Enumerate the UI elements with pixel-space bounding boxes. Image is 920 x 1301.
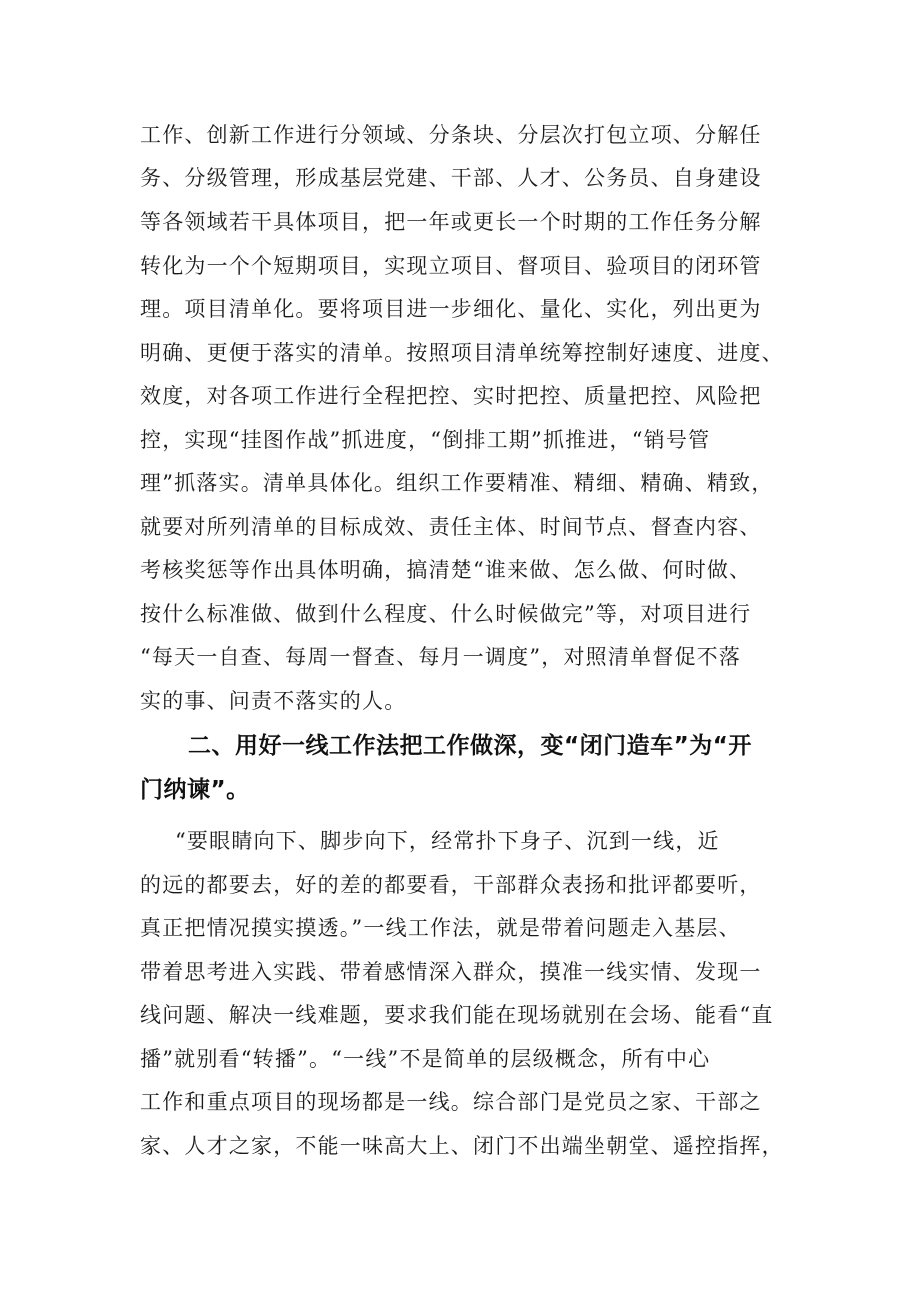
section-heading-line: 门纳谏”。 [140, 777, 250, 803]
paragraph2-line: 带着思考进入实践、带着感情深入群众，摸准一线实情、发现一 [140, 960, 762, 984]
paragraph1-line: 理。项目清单化。要将项目进一步细化、量化、实化，列出更为 [140, 297, 762, 321]
paragraph1-line: 就要对所列清单的目标成效、责任主体、时间节点、督查内容、 [140, 515, 762, 539]
paragraph1-line: 控，实现“挂图作战”抓进度，“倒排工期”抓推进，“销号管 [140, 428, 711, 452]
paragraph1-line: 考核奖惩等作出具体明确，搞清楚“谁来做、怎么做、何时做、 [140, 558, 752, 582]
section-heading-line: 二、用好一线工作法把工作做深，变“闭门造车”为“开 [188, 733, 752, 759]
paragraph1-line: 务、分级管理，形成基层党建、干部、人才、公务员、自身建设 [140, 166, 762, 190]
paragraph1-line: 等各领域若干具体项目，把一年或更长一个时期的工作任务分解 [140, 210, 762, 234]
paragraph2-line: 线问题、解决一线难题，要求我们能在现场就别在会场、能看“直 [140, 1003, 774, 1027]
paragraph1-line: 工作、创新工作进行分领域、分条块、分层次打包立项、分解任 [140, 123, 762, 147]
paragraph1-line: 理”抓落实。清单具体化。组织工作要精准、精细、精确、精致， [140, 471, 774, 495]
paragraph1-line: 效度，对各项工作进行全程把控、实时把控、质量把控、风险把 [140, 384, 762, 408]
paragraph2-line: 工作和重点项目的现场都是一线。综合部门是党员之家、干部之 [140, 1090, 762, 1114]
paragraph2-line: 家、人才之家，不能一味高大上、闭门不出端坐朝堂、遥控指挥， [140, 1134, 784, 1158]
paragraph1-line: 按什么标准做、做到什么程度、什么时候做完”等，对项目进行 [140, 602, 752, 626]
paragraph2-line: 真正把情况摸实摸透。”一线工作法，就是带着问题走入基层、 [140, 916, 741, 940]
paragraph1-line: “每天一自查、每周一督查、每月一调度”，对照清单督促不落 [140, 645, 742, 669]
paragraph1-line: 明确、更便于落实的清单。按照项目清单统筹控制好速度、进度、 [140, 341, 784, 365]
paragraph2-line: 播”就别看“转播”。“一线”不是简单的层级概念，所有中心 [140, 1047, 711, 1071]
paragraph2-line: “要眼睛向下、脚步向下，经常扑下身子、沉到一线，近 [175, 829, 720, 853]
paragraph2-line: 的远的都要去，好的差的都要看，干部群众表扬和批评都要听， [140, 873, 762, 897]
paragraph1-line: 实的事、问责不落实的人。 [140, 689, 407, 713]
paragraph1-line: 转化为一个个短期项目，实现立项目、督项目、验项目的闭环管 [140, 254, 762, 278]
